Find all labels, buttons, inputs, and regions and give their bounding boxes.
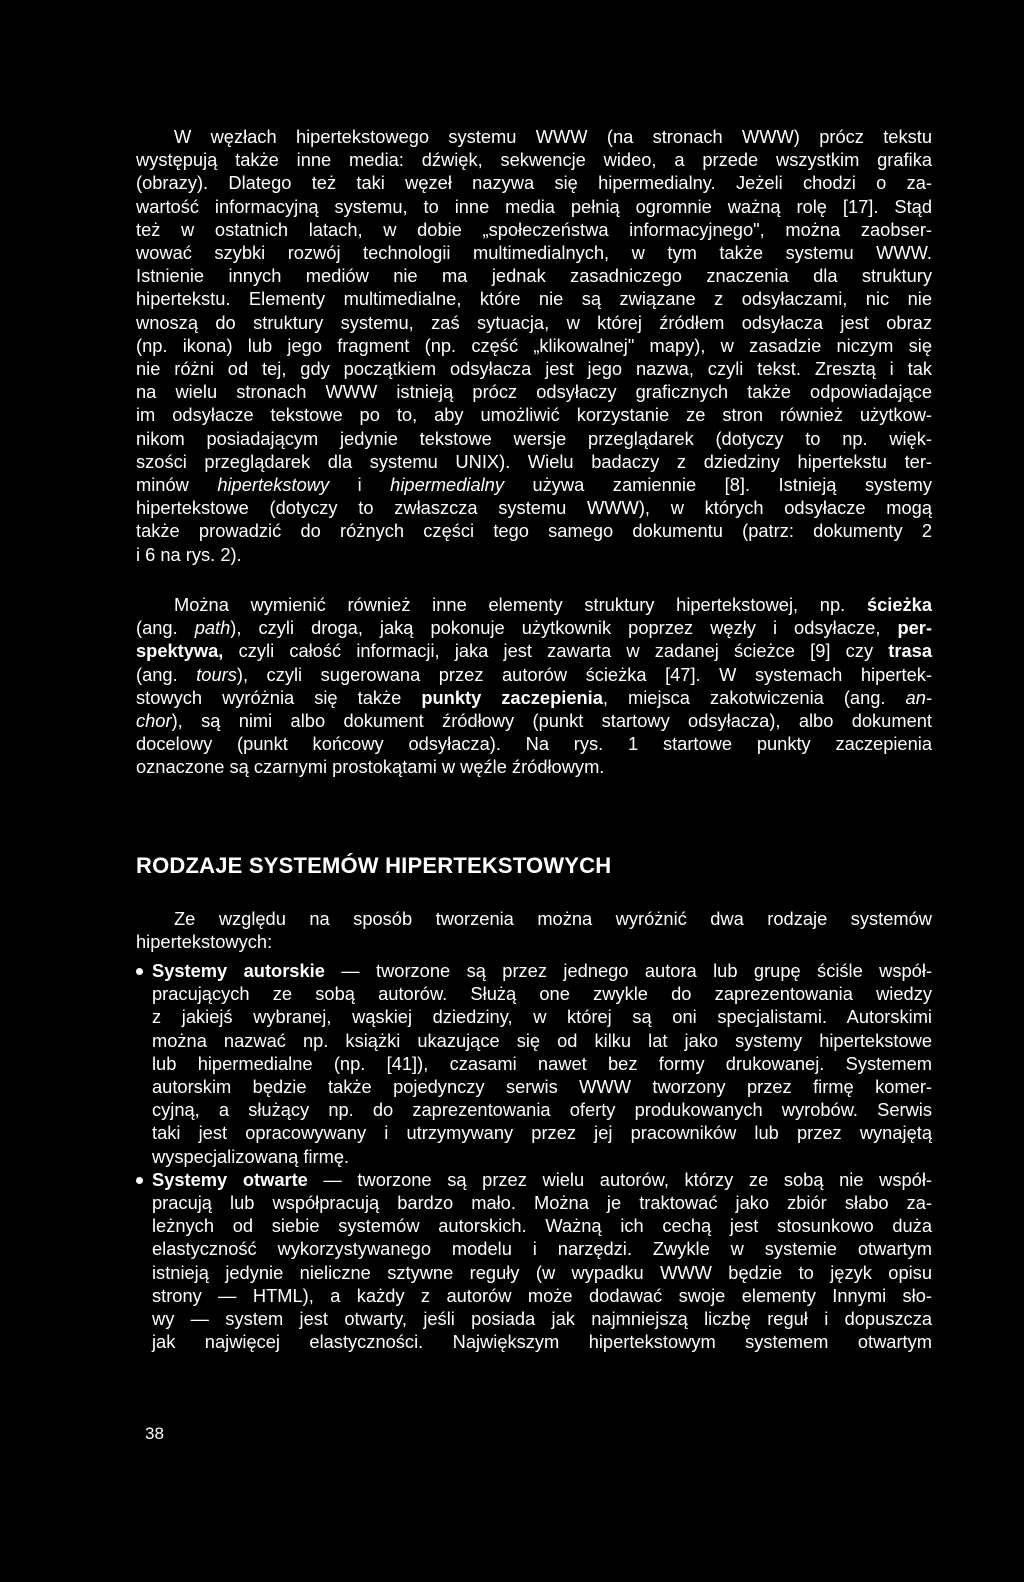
text-line: hipertekstowych: <box>136 931 273 953</box>
text-run: — tworzone są przez wielu autorów, którzy ze sobą nie współ- <box>307 1168 932 1190</box>
text-line: także prowadzić do różnych części tego samego dokumentu (patrz: dokumenty 2 <box>136 520 932 542</box>
text-run: , miejsca zakotwiczenia (ang. <box>602 686 906 708</box>
text-run: Można wymienić również inne elementy struktury hipertekstowej, np. <box>174 594 867 615</box>
text-line: docelowy (punkt końcowy odsyłacza). Na rys. 1 startowe punkty zaczepienia <box>136 733 932 755</box>
text-line: (obrazy). Dlatego też taki węzeł nazywa się hipermedialny. Jeżeli chodzi o za- <box>136 172 932 194</box>
text-line: wy — system jest otwarty, jeśli posiada jak najmniejszą liczbę reguł i dopuszcza <box>152 1308 932 1330</box>
text-line: jak najwięcej elastyczności. Największym hipertekstowym systemem otwartym <box>152 1331 932 1353</box>
text-line: można nazwać np. książki ukazujące się od kilku lat jako systemy hipertekstowe <box>152 1029 932 1051</box>
term-tours: tours <box>196 663 237 685</box>
term-anchor-start: an- <box>905 686 932 708</box>
text-run: czyli całość informacji, jaka jest zawarta w zadanej ścieżce [9] czy <box>223 640 889 662</box>
text-line: Istnienie innych mediów nie ma jednak zasadniczego znaczenia dla struktury <box>136 265 932 287</box>
term-punkty-zaczepienia: punkty zaczepienia <box>421 686 603 708</box>
text-run: ), są nimi albo dokument źródłowy (punkt startowy odsyłacza), albo dokument <box>171 710 932 732</box>
text-line: pracujących ze sobą autorów. Służą one zwykle do zaprezentowania wiedzy <box>152 983 932 1005</box>
text-line: na wielu stronach WWW istnieją prócz odsyłaczy graficznych także odpowiadające <box>136 381 932 403</box>
structure-paragraph <box>136 593 932 779</box>
bullet-icon <box>136 1177 143 1184</box>
text-line: nie różni od tej, gdy początkiem odsyłacza jest jego nazwa, czyli tekst. Zresztą i tak <box>136 358 932 380</box>
text-line <box>136 639 932 662</box>
text-line: strony — HTML), a każdy z autorów może dodawać swoje elementy Innymi sło- <box>152 1284 932 1306</box>
text-run: stowych wyróżnia się także <box>136 686 422 708</box>
text-line: autorskim będzie także pojedynczy serwis WWW tworzony przez firmę komer- <box>152 1076 932 1098</box>
term-hipermedialny: hipermedialny <box>390 474 504 496</box>
text-line: cyjną, a służący np. do zaprezentowania oferty produkowanych wyrobów. Serwis <box>152 1099 932 1121</box>
list-item-systemy-autorskie <box>136 959 932 1168</box>
text-line: leżnych od siebie systemów autorskich. Ważną ich cechą jest stosunkowo duża <box>152 1215 932 1237</box>
term-trasa: trasa <box>888 640 932 662</box>
term-perspektywa-end: spektywa, <box>136 640 224 662</box>
text-run: i <box>329 474 391 496</box>
text-line: W węzłach hipertekstowego systemu WWW (na stronach WWW) prócz tekstu <box>174 126 932 147</box>
text-line: hipertekstowe (dotyczy to zwłaszcza systemu WWW), w których odsyłacze mogą <box>136 497 932 519</box>
types-intro-paragraph <box>136 907 932 953</box>
text-line: Ze względu na sposób tworzenia można wyróżnić dwa rodzaje systemów <box>174 908 932 929</box>
term-systemy-otwarte: Systemy otwarte <box>152 1168 308 1190</box>
term-perspektywa-start: per- <box>897 617 933 639</box>
text-run: — tworzone są przez jednego autora lub grupę ściśle współ- <box>324 960 932 981</box>
text-line: występują także inne media: dźwięk, sekwencje wideo, a przede wszystkim grafika <box>136 149 932 171</box>
system-types-list <box>136 959 932 1353</box>
text-line: szości przeglądarek dla systemu UNIX). Wielu badaczy z dziedziny hipertekstu ter- <box>136 450 932 472</box>
term-anchor-end: chor <box>136 710 172 732</box>
text-line <box>136 686 932 709</box>
text-line: z jakiejś wybranej, wąskiej dziedziny, w której są oni specjalistami. Autorskimi <box>152 1006 932 1028</box>
text-run: ), czyli droga, jaką pokonuje użytkownik poprzez węzły i odsyłacze, <box>230 617 898 639</box>
text-line <box>136 593 932 616</box>
term-systemy-autorskie: Systemy autorskie <box>152 960 325 981</box>
text-line: wnoszą do struktury systemu, zaś sytuacja, w której źródłem odsyłacza jest obraz <box>136 311 932 333</box>
text-line-terms <box>136 473 932 496</box>
text-line: taki jest opracowywany i utrzymywany przez jej pracowników lub przez wynajętą <box>152 1122 932 1144</box>
text-line: też w ostatnich latach, w dobie „społeczeństwa informacyjnego", można zaobser- <box>136 218 932 240</box>
text-run: (ang. <box>136 663 197 685</box>
text-line: oznaczone są czarnymi prostokątami w węźle źródłowym. <box>136 756 605 778</box>
text-run: ), czyli sugerowana przez autorów ścieżka [47]. W systemach hipertek- <box>236 663 932 685</box>
intro-paragraph <box>136 125 932 566</box>
section-heading: RODZAJE SYSTEMÓW HIPERTEKSTOWYCH <box>136 853 612 878</box>
term-path: path <box>194 617 231 639</box>
page-number: 38 <box>145 1424 164 1443</box>
text-run: używa zamiennie [8]. Istnieją systemy <box>503 474 932 496</box>
text-line <box>152 959 932 982</box>
bullet-icon <box>136 968 143 975</box>
text-line: wować szybki rozwój technologii multimedialnych, w tym także systemu WWW. <box>136 242 932 264</box>
term-sciezka: ścieżka <box>866 594 932 615</box>
text-line: hipertekstu. Elementy multimedialne, które nie są związane z odsyłaczami, nic nie <box>136 288 932 310</box>
text-line: wartość informacyjną systemu, to inne media pełnią ogromnie ważną rolę [17]. Stąd <box>136 195 932 217</box>
text-line <box>152 1168 932 1191</box>
text-line: wyspecjalizowaną firmę. <box>152 1145 350 1167</box>
text-line: istnieją jedynie nieliczne sztywne reguły (w wypadku WWW będzie to język opisu <box>152 1261 932 1283</box>
term-hipertekstowy: hipertekstowy <box>217 474 330 496</box>
text-line <box>136 616 932 639</box>
text-line: i 6 na rys. 2). <box>136 543 242 565</box>
text-line: lub hipermedialne (np. [41]), czasami nawet bez formy drukowanej. Systemem <box>152 1052 932 1074</box>
text-line: (np. ikona) lub jego fragment (np. część „klikowalnej" mapy), w zasadzie niczym się <box>136 334 932 356</box>
text-line <box>136 709 932 732</box>
text-run: (ang. <box>136 617 195 639</box>
text-line: nikom posiadającym jedynie tekstowe wersje przeglądarek (dotyczy to np. więk- <box>136 427 932 449</box>
text-line: elastyczność wykorzystywanego modelu i narzędzi. Zwykle w systemie otwartym <box>152 1238 932 1260</box>
list-item-systemy-otwarte <box>136 1168 932 1354</box>
text-line <box>136 663 932 686</box>
text-line: im odsyłacze tekstowe po to, aby umożliwić korzystanie ze stron również użytkow- <box>136 404 932 426</box>
text-line: pracują lub współpracują bardzo mało. Można je traktować jako zbiór słabo za- <box>152 1192 932 1214</box>
text-run: minów <box>136 474 218 496</box>
